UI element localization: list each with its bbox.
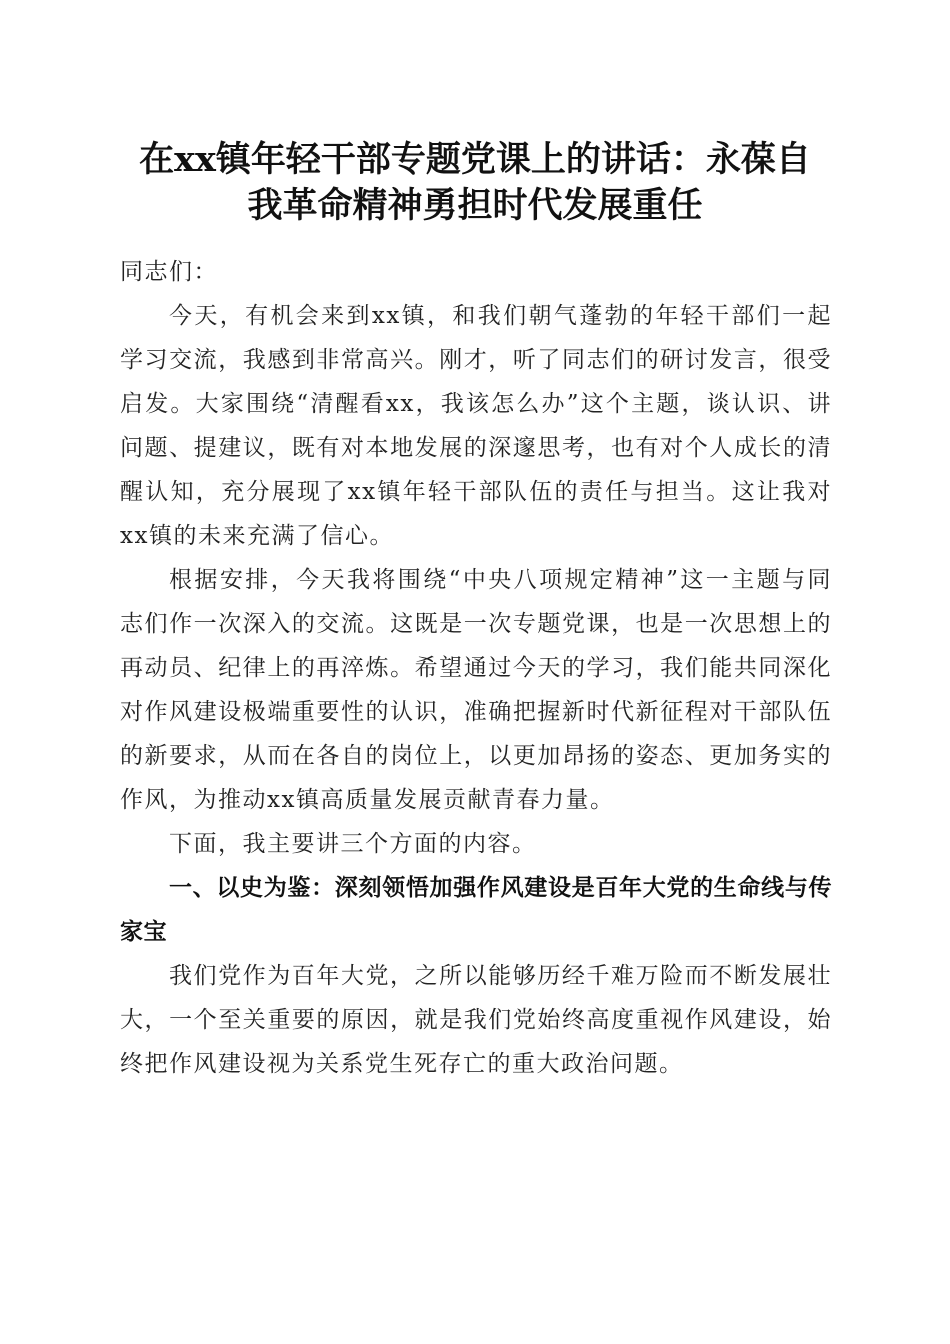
body-paragraph: 根据安排，今天我将围绕“中央八项规定精神”这一主题与同志们作一次深入的交流。这既是一次专题党课，也是一次思想上的再动员、纪律上的再淬炼。希望通过今天的学习，我们能共同深化对作风建设极端重要性的认识，准确把握新时代新征程对干部队伍的新要求，从而在各自的岗位上，以更加昂扬的姿态、更加务实的作风，为推动xx镇高质量发展贡献青春力量。 xyxy=(120,567,832,813)
title-line-1: 在xx镇年轻干部专题党课上的讲话：永葆自 xyxy=(139,139,811,180)
title-line-2: 我革命精神勇担时代发展重任 xyxy=(247,185,703,226)
document-title xyxy=(100,137,850,229)
section-heading: 一、以史为鉴：深刻领悟加强作风建设是百年大党的生命线与传家宝 xyxy=(120,875,832,945)
body-paragraph: 下面，我主要讲三个方面的内容。 xyxy=(169,831,537,857)
document-body xyxy=(120,250,832,1086)
salutation: 同志们： xyxy=(120,259,218,285)
body-paragraph: 我们党作为百年大党，之所以能够历经千难万险而不断发展壮大，一个至关重要的原因，就是我们党始终高度重视作风建设，始终把作风建设视为关系党生死存亡的重大政治问题。 xyxy=(120,963,832,1077)
body-paragraph: 今天，有机会来到xx镇，和我们朝气蓬勃的年轻干部们一起学习交流，我感到非常高兴。刚才，听了同志们的研讨发言，很受启发。大家围绕“清醒看xx，我该怎么办”这个主题，谈认识、讲问题、提建议，既有对本地发展的深邃思考，也有对个人成长的清醒认知，充分展现了xx镇年轻干部队伍的责任与担当。这让我对xx镇的未来充满了信心。 xyxy=(120,303,832,549)
